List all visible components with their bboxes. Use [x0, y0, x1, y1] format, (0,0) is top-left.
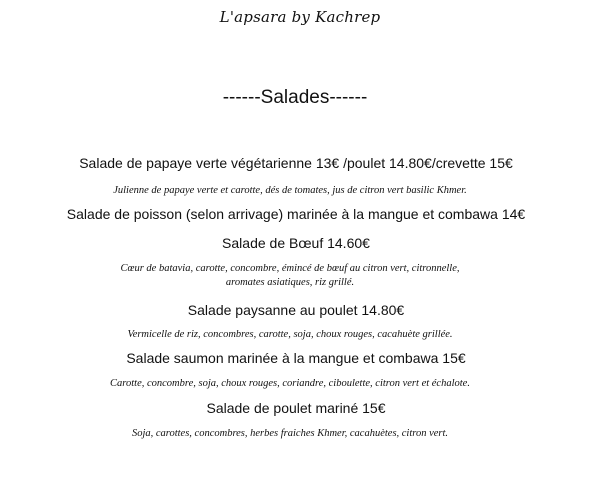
menu-item-title: Salade de papaye verte végétarienne 13€ /poulet 14.80€/crevette 15€ — [79, 155, 513, 171]
menu-item-description: Soja, carottes, concombres, herbes fraiches Khmer, cacahuètes, citron vert. — [131, 428, 449, 439]
restaurant-name: L'apsara by Kachrep — [219, 8, 381, 26]
menu-item-title: Salade de poisson (selon arrivage) marinée à la mangue et combawa 14€ — [66, 206, 526, 222]
menu-item-description: Julienne de papaye verte et carotte, dés de tomates, jus de citron vert basilic Khmer. — [113, 185, 467, 196]
menu-item-title: Salade de poulet mariné 15€ — [206, 400, 386, 416]
menu-item-title: Salade paysanne au poulet 14.80€ — [187, 302, 405, 318]
menu-item-description: Carotte, concombre, soja, choux rouges, coriandre, ciboulette, citron vert et échalote. — [110, 378, 470, 389]
menu-item-description: Cœur de batavia, carotte, concombre, émincé de bœuf au citron vert, citronnelle, aromates asiatiques, riz grillé. — [120, 263, 460, 288]
section-title: ------Salades------ — [222, 87, 368, 108]
menu-item-title: Salade saumon marinée à la mangue et combawa 15€ — [126, 350, 466, 366]
menu-item-description: Vermicelle de riz, concombres, carotte, soja, choux rouges, cacahuète grillée. — [127, 329, 453, 340]
menu-item-title: Salade de Bœuf 14.60€ — [222, 235, 370, 251]
